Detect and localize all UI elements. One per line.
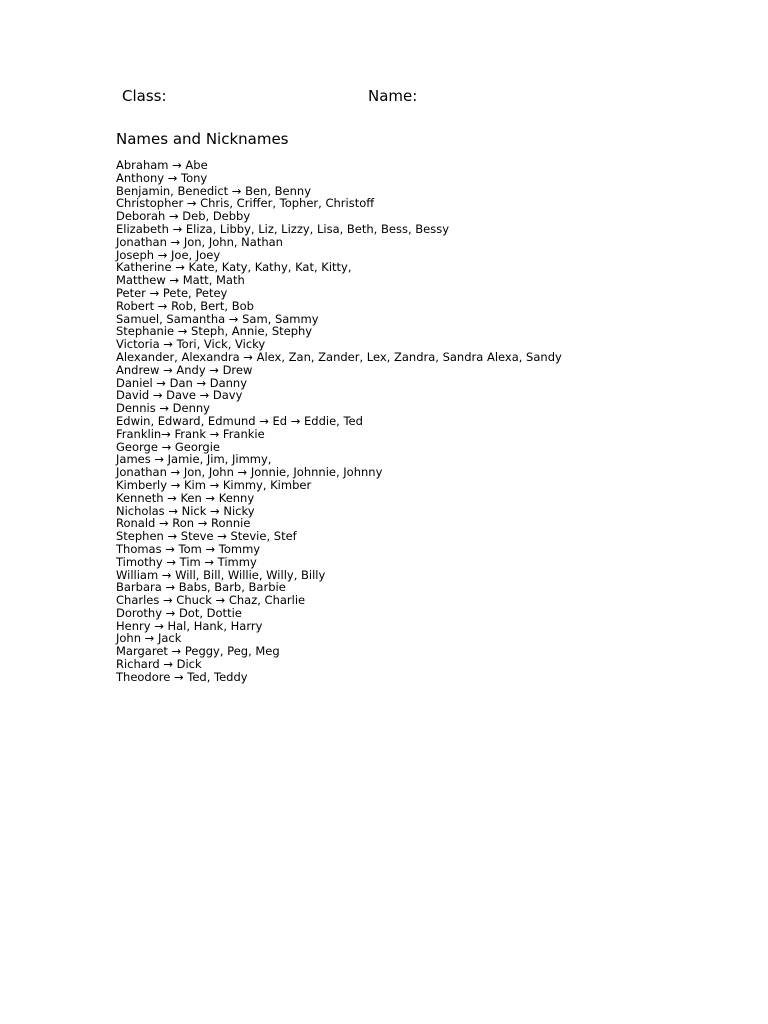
list-item: Jonathan → Jon, John → Jonnie, Johnnie, Johnny	[116, 465, 383, 480]
list-item: David → Dave → Davy	[116, 388, 243, 403]
name-label: Name:	[368, 87, 418, 105]
list-item: Franklin→ Frank → Frankie	[116, 426, 265, 441]
list-item: Abraham → Abe	[116, 158, 208, 172]
list-item: Dennis → Denny	[116, 401, 210, 416]
list-item: Theodore → Ted, Teddy	[116, 669, 248, 684]
list-item: Jonathan → Jon, John, Nathan	[116, 234, 283, 249]
page-title: Names and Nicknames	[116, 130, 289, 148]
list-item: James → Jamie, Jim, Jimmy,	[116, 452, 272, 467]
list-item: Kenneth → Ken → Kenny	[116, 490, 255, 505]
list-item: Daniel → Dan → Danny	[116, 375, 248, 390]
names-list	[116, 159, 736, 684]
list-item: Christopher → Chris, Criffer, Topher, Christoff	[116, 196, 375, 211]
class-label: Class:	[122, 87, 167, 105]
list-item: Anthony → Tony	[116, 170, 208, 185]
list-item: Kimberly → Kim → Kimmy, Kimber	[116, 477, 312, 492]
list-item: Henry → Hal, Hank, Harry	[116, 618, 263, 633]
list-item: Joseph → Joe, Joey	[116, 247, 221, 262]
list-item: Katherine → Kate, Katy, Kathy, Kat, Kitty,	[116, 260, 352, 275]
list-item: Thomas → Tom → Tommy	[116, 541, 261, 556]
list-item: Andrew → Andy → Drew	[116, 362, 253, 377]
list-item: William → Will, Bill, Willie, Willy, Billy	[116, 567, 326, 582]
list-item: Stephen → Steve → Stevie, Stef	[116, 529, 297, 544]
list-item: Margaret → Peggy, Peg, Meg	[116, 644, 280, 659]
list-item: Barbara → Babs, Barb, Barbie	[116, 580, 286, 595]
list-item: Nicholas → Nick → Nicky	[116, 503, 255, 518]
list-item: Alexander, Alexandra → Alex, Zan, Zander, Lex, Zandra, Sandra Alexa, Sandy	[116, 349, 562, 364]
list-item: Deborah → Deb, Debby	[116, 209, 251, 224]
list-item: Matthew → Matt, Math	[116, 273, 245, 288]
list-item: Robert → Rob, Bert, Bob	[116, 298, 254, 313]
list-item: Edwin, Edward, Edmund → Ed → Eddie, Ted	[116, 413, 363, 428]
list-item: Charles → Chuck → Chaz, Charlie	[116, 593, 306, 608]
list-item: John → Jack	[116, 631, 182, 646]
list-item: Ronald → Ron → Ronnie	[116, 516, 251, 531]
list-item: Victoria → Tori, Vick, Vicky	[116, 337, 266, 352]
list-item: Richard → Dick	[116, 657, 202, 672]
list-item: George → Georgie	[116, 439, 220, 454]
list-item: Dorothy → Dot, Dottie	[116, 605, 242, 620]
list-item: Timothy → Tim → Timmy	[116, 554, 257, 569]
list-item: Peter → Pete, Petey	[116, 285, 228, 300]
list-item: Stephanie → Steph, Annie, Stephy	[116, 324, 313, 339]
list-item: Benjamin, Benedict → Ben, Benny	[116, 183, 312, 198]
list-item: Samuel, Samantha → Sam, Sammy	[116, 311, 319, 326]
list-item: Elizabeth → Eliza, Libby, Liz, Lizzy, Lisa, Beth, Bess, Bessy	[116, 221, 450, 236]
